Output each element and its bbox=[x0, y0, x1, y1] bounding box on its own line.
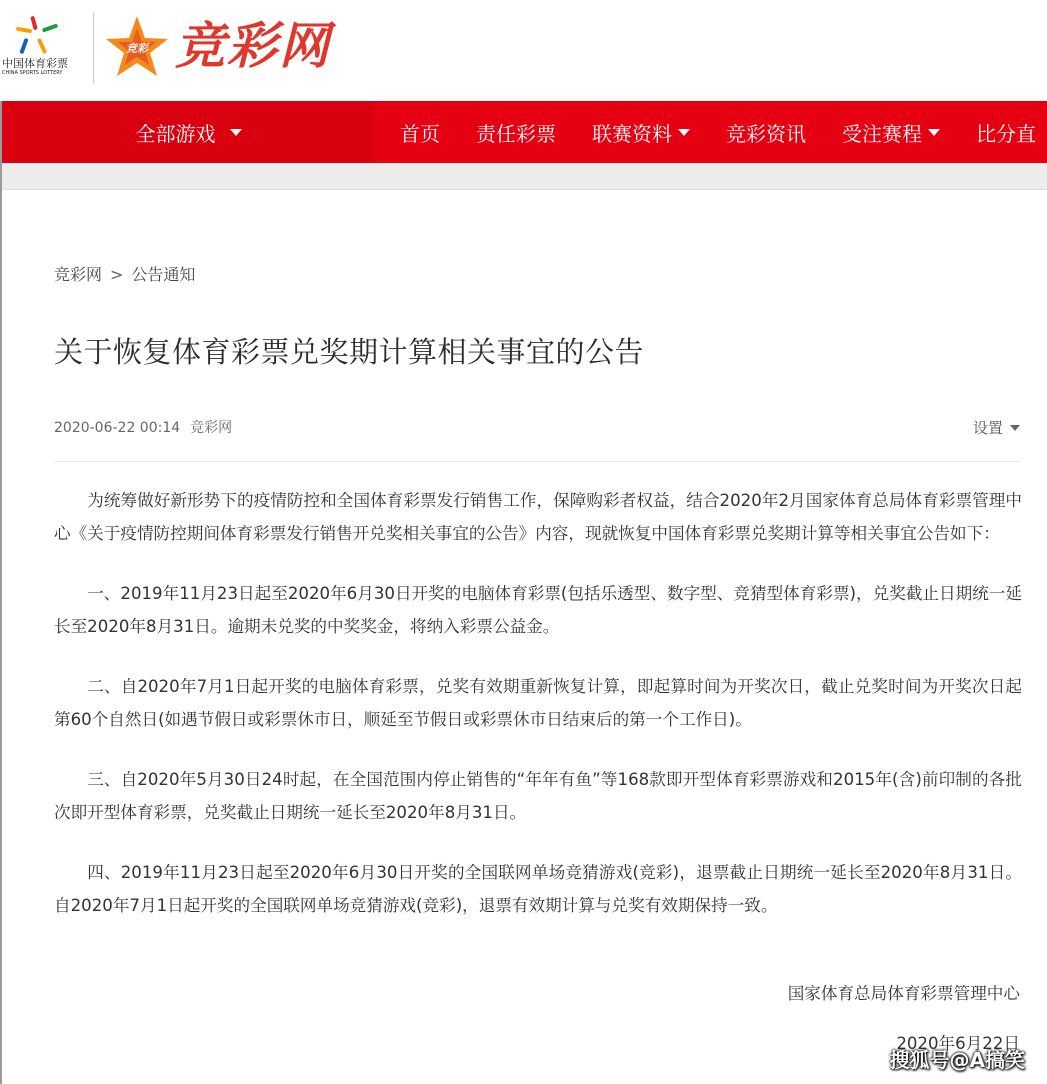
watermark: 搜狐号@A搞笑 bbox=[889, 1048, 1025, 1072]
chevron-down-icon bbox=[928, 129, 940, 136]
signature-date: 2020年6月22日 bbox=[896, 1034, 1020, 1053]
chevron-down-icon bbox=[678, 129, 690, 136]
nav-item-label: 联赛资料 bbox=[592, 121, 672, 146]
csl-name-cn: 中国体育彩票 bbox=[2, 57, 68, 70]
nav-item-label: 责任彩票 bbox=[476, 121, 556, 146]
nav-item-match-schedule[interactable] bbox=[842, 118, 940, 147]
logo-divider bbox=[93, 12, 94, 84]
signature-organization: 国家体育总局体育彩票管理中心 bbox=[787, 984, 1020, 1003]
settings-dropdown[interactable] bbox=[973, 417, 1020, 438]
breadcrumb bbox=[54, 262, 195, 285]
page-title: 关于恢复体育彩票兑奖期计算相关事宜的公告 bbox=[54, 335, 645, 369]
article-paragraph: 为统筹做好新形势下的疫情防控和全国体育彩票发行销售工作，保障购彩者权益，结合2020年2月国家体育总局体育彩票管理中心《关于疫情防控期间体育彩票发行销售开兑奖相关事宜的公告》内容，现就恢复中国体育彩票兑奖期计算等相关事宜公告如下： bbox=[54, 491, 1022, 543]
site-header bbox=[0, 0, 1047, 101]
article-meta bbox=[54, 417, 232, 437]
meta-divider bbox=[54, 461, 1020, 462]
breadcrumb-home-link[interactable]: 竞彩网 bbox=[54, 265, 103, 284]
article-paragraph: 二、自2020年7月1日起开奖的电脑体育彩票，兑奖有效期重新恢复计算，即起算时间为开奖次日，截止兑奖时间为开奖次日起第60个自然日(如遇节假日或彩票休市日，顺延至节假日或彩票休市日结束后的第一个工作日)。 bbox=[54, 677, 1022, 729]
breadcrumb-current-link[interactable]: 公告通知 bbox=[131, 265, 196, 284]
nav-item-home[interactable] bbox=[400, 118, 440, 147]
nav-item-label: 受注赛程 bbox=[842, 121, 922, 146]
main-nav bbox=[2, 101, 1047, 163]
nav-item-live-score[interactable] bbox=[976, 118, 1036, 147]
chevron-down-icon bbox=[230, 129, 242, 136]
nav-item-news[interactable] bbox=[726, 118, 806, 147]
sub-nav-bar bbox=[2, 163, 1047, 190]
nav-item-label: 首页 bbox=[400, 121, 440, 146]
all-games-label: 全部游戏 bbox=[135, 121, 216, 146]
breadcrumb-separator: > bbox=[110, 265, 124, 284]
site-logo-text[interactable]: 竞彩网 bbox=[175, 17, 331, 75]
article-paragraph: 一、2019年11月23日起至2020年6月30日开奖的电脑体育彩票(包括乐透型、数字型、竞猜型体育彩票)，兑奖截止日期统一延长至2020年8月31日。逾期未兑奖的中奖奖金，将纳入彩票公益金。 bbox=[54, 584, 1022, 636]
csl-name-en: CHINA SPORTS LOTTERY bbox=[2, 70, 63, 76]
all-games-dropdown[interactable] bbox=[2, 101, 375, 163]
article-body bbox=[54, 484, 1022, 949]
chevron-down-icon bbox=[1010, 425, 1020, 431]
nav-item-label: 比分直 bbox=[976, 121, 1036, 146]
nav-item-label: 竞彩资讯 bbox=[726, 121, 806, 146]
article-source: 竞彩网 bbox=[190, 420, 233, 436]
article-paragraph: 三、自2020年5月30日24时起，在全国范围内停止销售的“年年有鱼”等168款即开型体育彩票游戏和2015年(含)前印制的各批次即开型体育彩票，兑奖截止日期统一延长至2020年8月31日。 bbox=[54, 770, 1022, 822]
nav-item-responsible-lottery[interactable] bbox=[476, 118, 556, 147]
settings-label: 设置 bbox=[972, 419, 1003, 437]
nav-item-league-data[interactable] bbox=[592, 118, 690, 147]
article-datetime: 2020-06-22 00:14 bbox=[54, 420, 181, 436]
nav-items bbox=[400, 101, 1047, 163]
article-paragraph: 四、2019年11月23日起至2020年6月30日开奖的全国联网单场竞猜游戏(竞彩)，退票截止日期统一延长至2020年8月31日。自2020年7月1日起开奖的全国联网单场竞猜游戏(竞彩)，退票有效期计算与兑奖有效期保持一致。 bbox=[54, 863, 1022, 915]
star-badge-text: 竞彩 bbox=[126, 42, 148, 55]
star-logo-icon[interactable] bbox=[104, 14, 170, 80]
